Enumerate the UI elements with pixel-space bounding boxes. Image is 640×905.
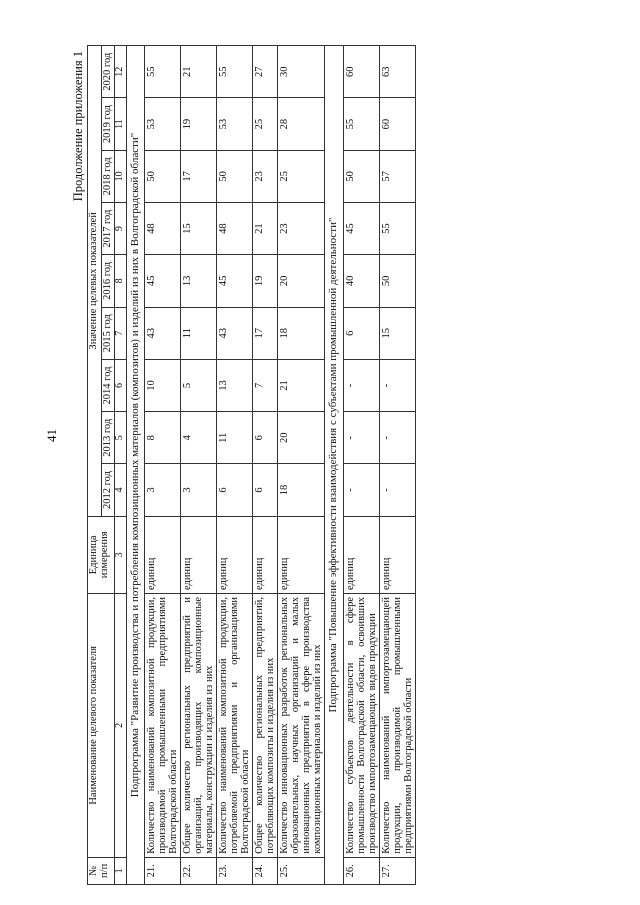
value-cell: 21 [278, 359, 325, 411]
row-number: 27. [379, 857, 415, 884]
table-body [126, 46, 415, 885]
section-row [126, 46, 145, 885]
value-cell: 53 [217, 98, 253, 150]
value-cell: 6 [217, 464, 253, 516]
value-cell: - [379, 464, 415, 516]
value-cell: 15 [379, 307, 415, 359]
value-cell: 60 [343, 46, 379, 98]
column-number: 5 [115, 412, 127, 464]
unit-cell: единиц [217, 516, 253, 593]
table-row [278, 46, 325, 885]
row-number: 24. [253, 857, 278, 884]
value-cell: 20 [278, 255, 325, 307]
value-cell: 11 [181, 307, 217, 359]
value-cell: 21 [253, 203, 278, 255]
value-cell: 43 [145, 307, 181, 359]
value-cell: 6 [253, 464, 278, 516]
unit-cell: единиц [278, 516, 325, 593]
value-cell: 57 [379, 150, 415, 202]
column-number: 1 [115, 857, 127, 884]
rotated-page-content [70, 45, 600, 885]
value-cell: 19 [253, 255, 278, 307]
value-cell: 50 [145, 150, 181, 202]
unit-cell: единиц [379, 516, 415, 593]
page-number: 41 [44, 429, 59, 442]
column-number: 2 [115, 593, 127, 857]
indicator-name: Общее количество региональных предприятий и организаций, производящих композиционные материалы, конструкции и изделия из них [181, 593, 217, 857]
value-cell: 28 [278, 98, 325, 150]
unit-cell: единиц [145, 516, 181, 593]
indicators-table [87, 45, 416, 885]
header-year: 2013 год [101, 412, 115, 464]
value-cell: 18 [278, 464, 325, 516]
value-cell: 13 [181, 255, 217, 307]
value-cell: 27 [253, 46, 278, 98]
value-cell: 21 [181, 46, 217, 98]
row-number: 26. [343, 857, 379, 884]
column-number: 3 [115, 516, 127, 593]
row-number: 21. [145, 857, 181, 884]
header-values-group: Значение целевых показателей [88, 46, 102, 517]
section-title: Подпрограмма "Развитие производства и потребления композиционных материалов (композитов) и изделий из них в Волгоградской области" [126, 46, 145, 885]
value-cell: 5 [181, 359, 217, 411]
value-cell: 17 [181, 150, 217, 202]
table-row [145, 46, 181, 885]
table-row [379, 46, 415, 885]
value-cell: 43 [217, 307, 253, 359]
value-cell: 55 [145, 46, 181, 98]
value-cell: 23 [278, 203, 325, 255]
value-cell: 40 [343, 255, 379, 307]
header-year: 2017 год [101, 203, 115, 255]
unit-cell: единиц [253, 516, 278, 593]
header-year: 2016 год [101, 255, 115, 307]
indicator-name: Количество наименований импортозамещающей продукции, производимой промышленными предприятиями Волгоградской области [379, 593, 415, 857]
value-cell: 50 [343, 150, 379, 202]
header-name: Наименование целевого показателя [88, 593, 115, 857]
value-cell: 17 [253, 307, 278, 359]
value-cell: - [379, 359, 415, 411]
column-number: 9 [115, 203, 127, 255]
value-cell: 11 [217, 412, 253, 464]
value-cell: - [343, 359, 379, 411]
value-cell: - [379, 412, 415, 464]
value-cell: 50 [379, 255, 415, 307]
continuation-label: Продолжение приложения 1 [71, 51, 85, 202]
indicator-name: Количество наименований композитной продукции, потребляемой предприятиями и организациями Волгоградской области [217, 593, 253, 857]
value-cell: 7 [253, 359, 278, 411]
column-number: 6 [115, 359, 127, 411]
column-number: 8 [115, 255, 127, 307]
unit-cell: единиц [181, 516, 217, 593]
value-cell: 45 [217, 255, 253, 307]
value-cell: 19 [181, 98, 217, 150]
column-number: 4 [115, 464, 127, 516]
indicator-name: Количество наименований композитной продукции, производимой промышленными предприятиями Волгоградской области [145, 593, 181, 857]
row-number: 23. [217, 857, 253, 884]
section-row [325, 46, 344, 885]
row-number: 22. [181, 857, 217, 884]
value-cell: - [343, 412, 379, 464]
column-number: 12 [115, 46, 127, 98]
value-cell: 45 [343, 203, 379, 255]
value-cell: - [343, 464, 379, 516]
value-cell: 53 [145, 98, 181, 150]
value-cell: 30 [278, 46, 325, 98]
indicator-name: Количество субъектов деятельности в сфере промышленности Волгоградской области, освоивших производство импортозамещающих видов продукции [343, 593, 379, 857]
value-cell: 48 [145, 203, 181, 255]
value-cell: 3 [181, 464, 217, 516]
header-year: 2014 год [101, 359, 115, 411]
value-cell: 45 [145, 255, 181, 307]
value-cell: 6 [253, 412, 278, 464]
header-year: 2019 год [101, 98, 115, 150]
header-year: 2012 год [101, 464, 115, 516]
indicator-name: Общее количество региональных предприятий, потребляющих композиты и изделия из них [253, 593, 278, 857]
column-number: 7 [115, 307, 127, 359]
header-num: № п/п [88, 857, 115, 884]
unit-cell: единиц [343, 516, 379, 593]
value-cell: 15 [181, 203, 217, 255]
row-number: 25. [278, 857, 325, 884]
value-cell: 3 [145, 464, 181, 516]
value-cell: 10 [145, 359, 181, 411]
section-title: Подпрограмма "Повышение эффективности взаимодействия с субъектами промышленной деятельности" [325, 46, 344, 885]
value-cell: 8 [145, 412, 181, 464]
header-year: 2020 год [101, 46, 115, 98]
value-cell: 20 [278, 412, 325, 464]
table-row [181, 46, 217, 885]
value-cell: 6 [343, 307, 379, 359]
value-cell: 55 [217, 46, 253, 98]
column-number: 11 [115, 98, 127, 150]
value-cell: 25 [278, 150, 325, 202]
column-number: 10 [115, 150, 127, 202]
table-row [343, 46, 379, 885]
value-cell: 48 [217, 203, 253, 255]
table-row [253, 46, 278, 885]
value-cell: 4 [181, 412, 217, 464]
value-cell: 63 [379, 46, 415, 98]
value-cell: 50 [217, 150, 253, 202]
value-cell: 18 [278, 307, 325, 359]
value-cell: 23 [253, 150, 278, 202]
value-cell: 13 [217, 359, 253, 411]
value-cell: 55 [379, 203, 415, 255]
indicator-name: Количество инновационных разработок региональных образовательных, научных организаций и малых инновационных предприятий в сфере производства композиционных материалов и изделий из них [278, 593, 325, 857]
header-unit: Единица измерения [88, 516, 115, 593]
value-cell: 60 [379, 98, 415, 150]
header-year: 2015 год [101, 307, 115, 359]
table-row [217, 46, 253, 885]
header-year: 2018 год [101, 150, 115, 202]
value-cell: 25 [253, 98, 278, 150]
value-cell: 55 [343, 98, 379, 150]
